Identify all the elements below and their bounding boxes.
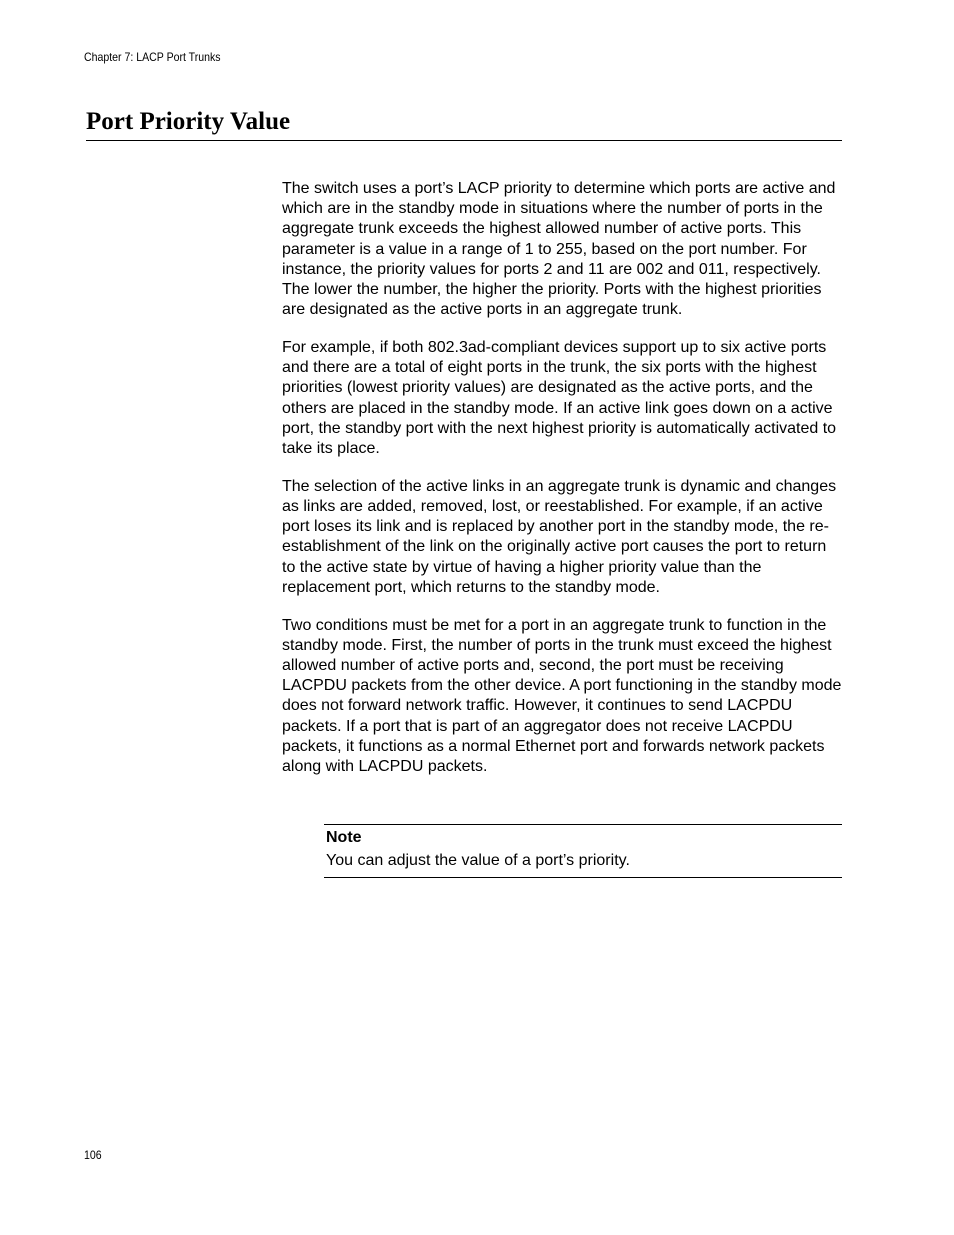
title-rule [86,140,842,141]
page-number: 106 [84,1148,102,1162]
note-text: You can adjust the value of a port’s priority. [326,852,630,869]
note-label: Note [326,829,362,846]
running-header: Chapter 7: LACP Port Trunks [84,50,221,64]
paragraph: The selection of the active links in an aggregate trunk is dynamic and changes as links are added, removed, lost, or reestablished. For example, if an active port loses its link and is replaced by another port in the standby mode, the re-establishment of the link on the originally active port causes the port to return to the active state by virtue of having a higher priority value than the replacement port, which returns to the standby mode. [282,477,837,596]
note-box [324,824,842,878]
section-title: Port Priority Value [86,108,291,135]
paragraph: The switch uses a port’s LACP priority to determine which ports are active and which are in the standby mode in situations where the number of ports in the aggregate trunk exceeds the highest allowed number of active ports. This parameter is a value in a range of 1 to 255, based on the port number. For instance, the priority values for ports 2 and 11 are 002 and 011, respectively. The lower the number, the higher the priority. Ports with the highest priorities are designated as the active ports in an aggregate trunk. [282,180,836,319]
paragraph: Two conditions must be met for a port in an aggregate trunk to function in the standby mode. First, the number of ports in the trunk must exceed the highest allowed number of active ports and, second, the port must be receiving LACPDU packets from the other device. A port functioning in the standby mode does not forward network traffic. However, it continues to send LACPDU packets. If a port that is part of an aggregator does not receive LACPDU packets, it functions as a normal Ethernet port and forwards network packets along with LACPDU packets. [282,616,842,776]
paragraph: For example, if both 802.3ad-compliant devices support up to six active ports and there are a total of eight ports in the trunk, the six ports with the highest priorities (lowest priority values) are designated as the active ports, and the others are placed in the standby mode. If an active link goes down on a active port, the standby port with the next highest priority is automatically activated to take its place. [282,339,837,458]
body-text [282,179,842,795]
